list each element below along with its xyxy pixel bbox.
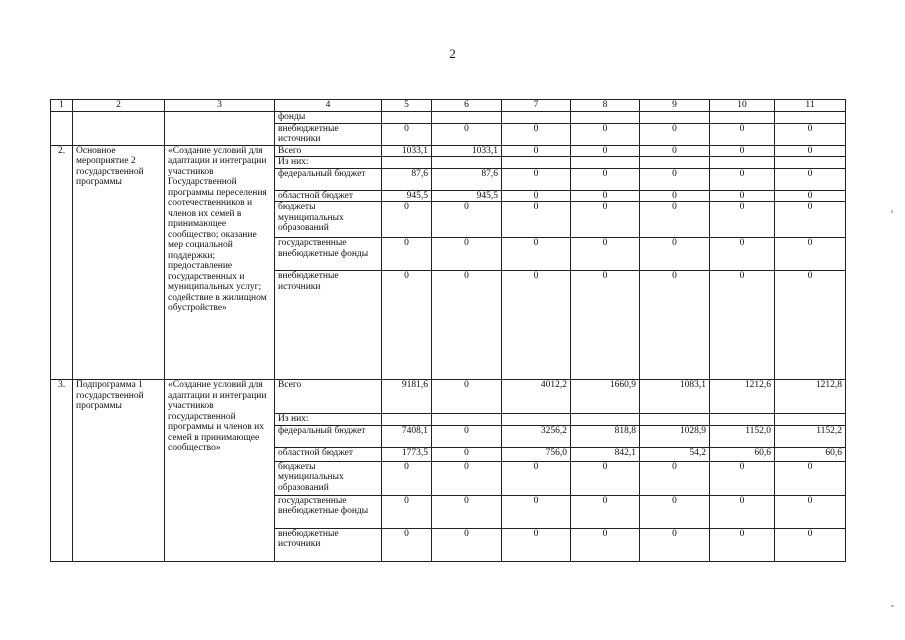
value-cell: 0 [502, 145, 571, 157]
value-cell: 1212,8 [775, 380, 846, 414]
value-cell [710, 157, 775, 169]
value-cell: 0 [502, 461, 571, 495]
source-label: Всего [275, 380, 382, 414]
source-label: бюджеты муниципальных образований [275, 202, 382, 238]
value-cell: 0 [432, 202, 502, 238]
value-cell [502, 157, 571, 169]
value-cell: 0 [710, 123, 775, 145]
blank-cell [165, 112, 275, 146]
value-cell: 0 [502, 202, 571, 238]
value-cell: 0 [432, 528, 502, 561]
value-cell: 0 [502, 190, 571, 202]
value-cell: 0 [775, 202, 846, 238]
value-cell: 3256,2 [502, 425, 571, 447]
value-cell [640, 112, 710, 124]
value-cell [710, 414, 775, 426]
value-cell: 0 [640, 271, 710, 380]
value-cell [571, 157, 640, 169]
value-cell: 0 [775, 168, 846, 190]
source-label: федеральный бюджет [275, 168, 382, 190]
budget-table [50, 99, 846, 562]
value-cell: 0 [640, 238, 710, 271]
value-cell [382, 414, 432, 426]
value-cell: 0 [571, 202, 640, 238]
value-cell: 0 [775, 238, 846, 271]
source-label: Из них: [275, 414, 382, 426]
column-header: 10 [710, 100, 775, 112]
value-cell: 0 [640, 168, 710, 190]
source-label: областной бюджет [275, 447, 382, 461]
value-cell: 0 [640, 461, 710, 495]
value-cell [775, 414, 846, 426]
column-header: 7 [502, 100, 571, 112]
value-cell: 0 [640, 202, 710, 238]
value-cell: 0 [640, 190, 710, 202]
value-cell: 0 [571, 271, 640, 380]
value-cell: 0 [432, 447, 502, 461]
value-cell: 0 [571, 168, 640, 190]
value-cell [571, 112, 640, 124]
value-cell: 0 [710, 461, 775, 495]
value-cell: 0 [571, 123, 640, 145]
value-cell: 1028,9 [640, 425, 710, 447]
value-cell: 756,0 [502, 447, 571, 461]
header-row [51, 100, 846, 112]
value-cell: 0 [571, 145, 640, 157]
value-cell: 0 [382, 271, 432, 380]
column-header: 4 [275, 100, 382, 112]
value-cell: 0 [775, 190, 846, 202]
value-cell [432, 414, 502, 426]
value-cell: 0 [432, 461, 502, 495]
program-title: «Создание условий для адаптации и интеграции участников Государственной программы переселения соотечественников и членов их семей в принимающее сообщество; оказание мер социальной поддержки; предоставление государственных и муниципальных услуг; содействие в жилищном обустройстве» [165, 145, 275, 380]
value-cell: 0 [432, 271, 502, 380]
row-number: 3. [51, 380, 73, 562]
column-header: 6 [432, 100, 502, 112]
value-cell [640, 414, 710, 426]
value-cell: 1083,1 [640, 380, 710, 414]
value-cell: 818,8 [571, 425, 640, 447]
column-header: 2 [73, 100, 165, 112]
value-cell: 0 [710, 168, 775, 190]
value-cell: 842,1 [571, 447, 640, 461]
margin-mark [891, 605, 894, 607]
page-number: 2 [449, 46, 456, 61]
value-cell: 60,6 [775, 447, 846, 461]
source-label: внебюджетные источники [275, 123, 382, 145]
column-header: 3 [165, 100, 275, 112]
source-label: Всего [275, 145, 382, 157]
column-header: 11 [775, 100, 846, 112]
value-cell [432, 157, 502, 169]
value-cell: 0 [382, 528, 432, 561]
value-cell: 0 [432, 380, 502, 414]
value-cell: 7408,1 [382, 425, 432, 447]
value-cell: 0 [432, 123, 502, 145]
program-title: «Создание условий для адаптации и интеграции участников государственной программы и членов их семей в принимающее сообщество» [165, 380, 275, 562]
value-cell: 0 [502, 238, 571, 271]
value-cell: 0 [432, 425, 502, 447]
value-cell [710, 112, 775, 124]
value-cell: 0 [432, 495, 502, 528]
value-cell: 0 [710, 238, 775, 271]
value-cell: 0 [775, 271, 846, 380]
value-cell: 0 [710, 145, 775, 157]
value-cell: 1660,9 [571, 380, 640, 414]
value-cell [432, 112, 502, 124]
value-cell: 0 [640, 495, 710, 528]
value-cell: 0 [502, 528, 571, 561]
value-cell: 0 [382, 202, 432, 238]
source-label: бюджеты муниципальных образований [275, 461, 382, 495]
value-cell: 0 [775, 461, 846, 495]
value-cell: 0 [640, 145, 710, 157]
table-row [51, 112, 846, 124]
value-cell: 4012,2 [502, 380, 571, 414]
value-cell: 0 [571, 238, 640, 271]
value-cell: 0 [775, 123, 846, 145]
value-cell [382, 112, 432, 124]
value-cell [502, 112, 571, 124]
value-cell: 1773,5 [382, 447, 432, 461]
value-cell: 1152,0 [710, 425, 775, 447]
value-cell: 0 [502, 495, 571, 528]
value-cell: 0 [775, 495, 846, 528]
value-cell: 87,6 [382, 168, 432, 190]
value-cell: 0 [775, 528, 846, 561]
column-header: 1 [51, 100, 73, 112]
value-cell: 0 [710, 495, 775, 528]
value-cell: 0 [571, 528, 640, 561]
table-row [51, 145, 846, 157]
blank-cell [73, 112, 165, 146]
column-header: 8 [571, 100, 640, 112]
value-cell [640, 157, 710, 169]
source-label: областной бюджет [275, 190, 382, 202]
table-row [51, 380, 846, 414]
value-cell: 945,5 [382, 190, 432, 202]
value-cell [502, 414, 571, 426]
row-number: 2. [51, 145, 73, 380]
value-cell: 1212,6 [710, 380, 775, 414]
source-label: Из них: [275, 157, 382, 169]
program-name: Подпрограмма 1 государственной программы [73, 380, 165, 562]
value-cell [571, 414, 640, 426]
value-cell: 1152,2 [775, 425, 846, 447]
value-cell: 0 [382, 238, 432, 271]
value-cell [775, 112, 846, 124]
value-cell: 0 [640, 123, 710, 145]
value-cell: 0 [571, 190, 640, 202]
value-cell: 1033,1 [432, 145, 502, 157]
source-label: внебюджетные источники [275, 271, 382, 380]
value-cell: 0 [571, 495, 640, 528]
column-header: 5 [382, 100, 432, 112]
value-cell: 0 [775, 145, 846, 157]
source-label: федеральный бюджет [275, 425, 382, 447]
value-cell: 54,2 [640, 447, 710, 461]
column-header: 9 [640, 100, 710, 112]
value-cell: 945,5 [432, 190, 502, 202]
source-label: государственные внебюджетные фонды [275, 495, 382, 528]
value-cell: 0 [432, 238, 502, 271]
value-cell: 0 [640, 528, 710, 561]
value-cell: 0 [710, 190, 775, 202]
value-cell: 0 [710, 271, 775, 380]
value-cell: 0 [502, 123, 571, 145]
value-cell: 0 [382, 123, 432, 145]
value-cell [382, 157, 432, 169]
value-cell: 87,6 [432, 168, 502, 190]
value-cell: 0 [710, 528, 775, 561]
margin-mark [891, 210, 893, 213]
value-cell: 0 [502, 168, 571, 190]
value-cell: 0 [710, 202, 775, 238]
value-cell: 0 [571, 461, 640, 495]
source-label: внебюджетные источники [275, 528, 382, 561]
source-label: государственные внебюджетные фонды [275, 238, 382, 271]
value-cell [775, 157, 846, 169]
program-name: Основное мероприятие 2 государственной программы [73, 145, 165, 380]
blank-cell [51, 112, 73, 146]
value-cell: 60,6 [710, 447, 775, 461]
value-cell: 0 [382, 461, 432, 495]
value-cell: 9181,6 [382, 380, 432, 414]
source-label: фонды [275, 112, 382, 124]
value-cell: 0 [382, 495, 432, 528]
value-cell: 0 [502, 271, 571, 380]
value-cell: 1033,1 [382, 145, 432, 157]
